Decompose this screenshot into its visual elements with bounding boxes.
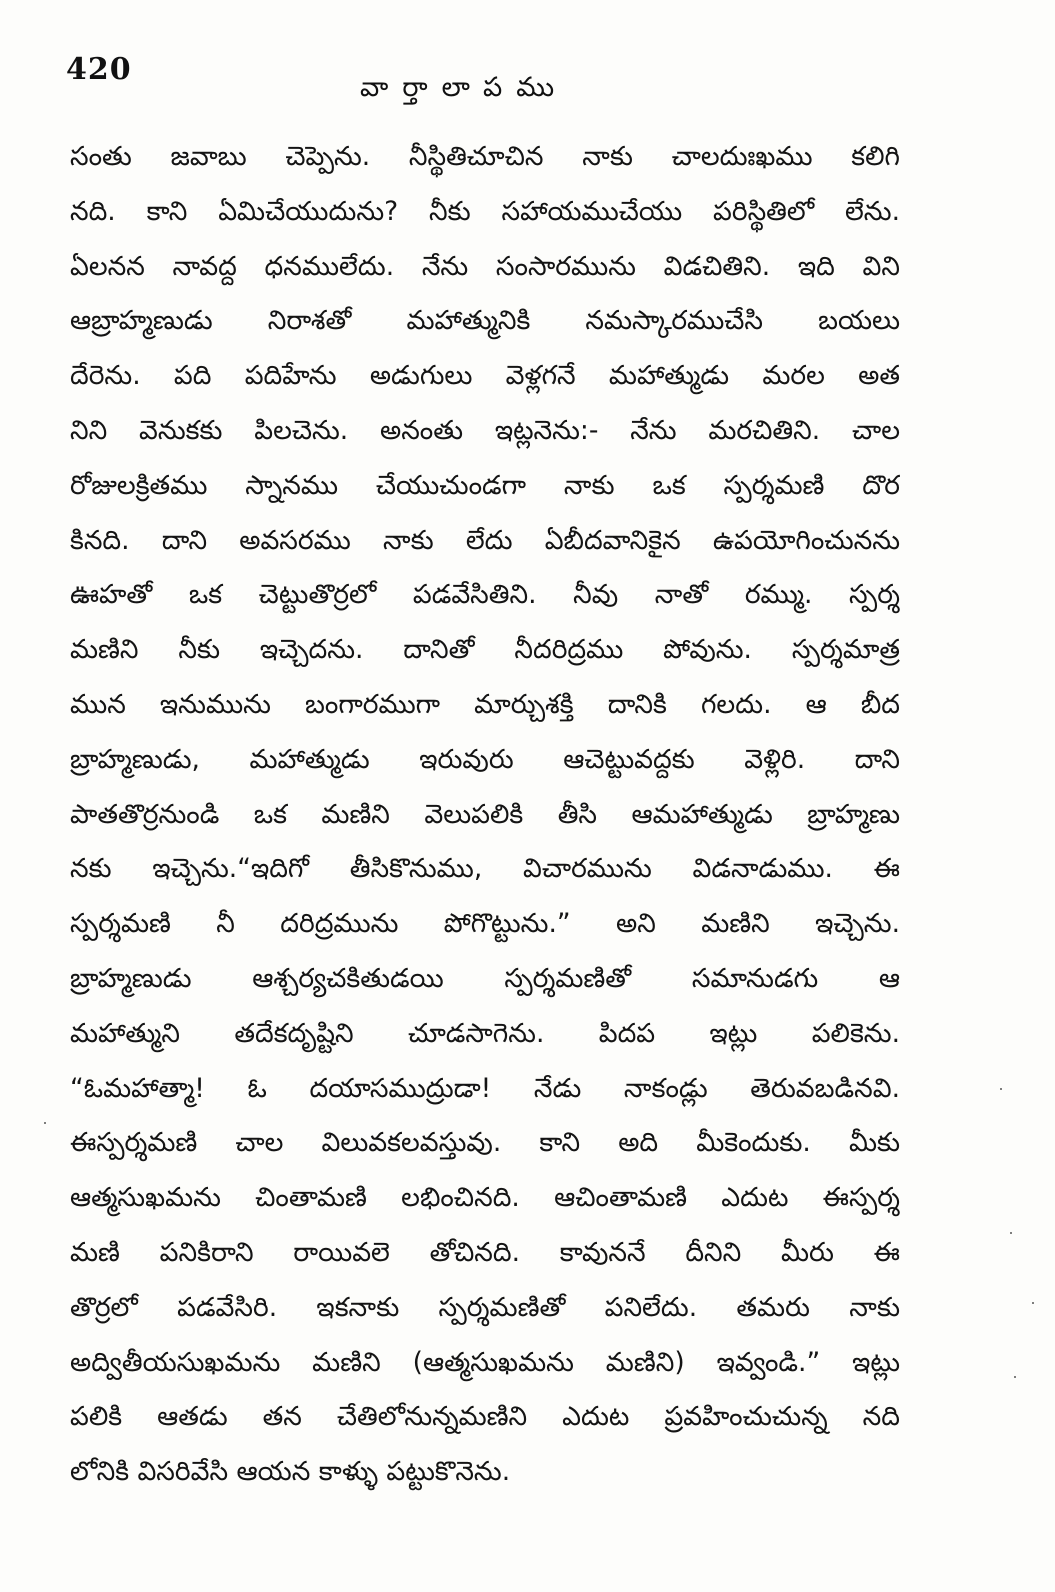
body-text <box>70 130 900 1500</box>
running-head: వార్తాలాపము <box>360 72 569 103</box>
text-line: పాతతొర్రనుండి ఒక మణిని వెలుపలికి తీసి ఆమహాత్ముడు బ్రాహ్మణు <box>70 798 900 830</box>
text-line: ఊహతో ఒక చెట్టుతొర్రలో పడవేసితిని. నీవు నాతో రమ్ము. స్పర్శ <box>70 579 900 611</box>
text-line: ఏలనన నావద్ద ధనములేదు. నేను సంసారమును విడచితిని. ఇది విని <box>70 250 900 282</box>
text-line: “ఓమహాత్మా! ఓ దయాసముద్రుడా! నేడు నాకండ్లు తెరువబడినవి. <box>70 1072 900 1104</box>
scan-speck <box>44 1122 46 1124</box>
text-line: ఆబ్రాహ్మణుడు నిరాశతో మహాత్మునికి నమస్కారముచేసి బయలు <box>70 305 900 337</box>
scan-speck <box>1010 1232 1012 1234</box>
text-line: బ్రాహ్మణుడు, మహాత్ముడు ఇరువురు ఆచెట్టువద్దకు వెళ్లిరి. దాని <box>70 743 900 775</box>
text-line: ఆత్మసుఖమను చింతామణి లభించినది. ఆచింతామణి ఎదుట ఈస్పర్శ <box>70 1182 900 1214</box>
text-line: మణిని నీకు ఇచ్చెదను. దానితో నీదరిద్రము పోవును. స్పర్శమాత్ర <box>70 634 900 666</box>
scan-speck <box>1000 1088 1002 1090</box>
text-line: మహాత్ముని తదేకదృష్టిని చూడసాగెను. పిదప ఇట్లు పలికెను. <box>70 1017 900 1049</box>
scan-speck <box>1014 1376 1016 1378</box>
text-line: మణి పనికిరాని రాయివలె తోచినది. కావుననే దీనిని మీరు ఈ <box>70 1236 900 1268</box>
text-line: దేరెను. పది పదిహేను అడుగులు వెళ్లగనే మహాత్ముడు మరల అత <box>70 360 900 392</box>
text-line: కినది. దాని అవసరము నాకు లేదు ఏబీదవానికైన ఉపయోగించునను <box>70 524 900 556</box>
text-line: ఈస్పర్శమణి చాల విలువకలవస్తువు. కాని అది మీకెందుకు. మీకు <box>70 1127 900 1159</box>
text-line: స్పర్శమణి నీ దరిద్రమును పోగొట్టును.” అని మణిని ఇచ్చెను. <box>70 908 900 940</box>
text-line: నిని వెనుకకు పిలచెను. అనంతు ఇట్లనెను:- నేను మరచితిని. చాల <box>70 414 900 446</box>
text-line: పలికి ఆతడు తన చేతిలోనున్నమణిని ఎదుట ప్రవహించుచున్న నది <box>70 1401 900 1433</box>
text-line: తొర్రలో పడవేసిరి. ఇకనాకు స్పర్శమణితో పనిలేదు. తమరు నాకు <box>70 1291 900 1323</box>
text-line: బ్రాహ్మణుడు ఆశ్చర్యచకితుడయి స్పర్శమణితో సమానుడగు ఆ <box>70 962 900 994</box>
text-line: లోనికి విసరివేసి ఆయన కాళ్ళు పట్టుకొనెను. <box>70 1456 511 1488</box>
page-number: 420 <box>66 52 132 87</box>
text-line: అద్వితీయసుఖమను మణిని (ఆత్మసుఖమను మణిని) ఇవ్వండి.” ఇట్లు <box>70 1346 900 1378</box>
text-line: నకు ఇచ్చెను.“ఇదిగో తీసికొనుము, విచారమును విడనాడుము. ఈ <box>70 853 900 885</box>
text-line: మున ఇనుమును బంగారముగా మార్చుశక్తి దానికి గలదు. ఆ బీద <box>70 688 900 720</box>
text-line: రోజులక్రితము స్నానము చేయుచుండగా నాకు ఒక స్పర్శమణి దొర <box>70 469 900 501</box>
text-line: నది. కాని ఏమిచేయుదును? నీకు సహాయముచేయు పరిస్థితిలో లేను. <box>70 195 900 227</box>
scan-speck <box>1032 1302 1034 1304</box>
text-line: సంతు జవాబు చెప్పెను. నీస్థితిచూచిన నాకు చాలదుఃఖము కలిగి <box>70 141 900 172</box>
